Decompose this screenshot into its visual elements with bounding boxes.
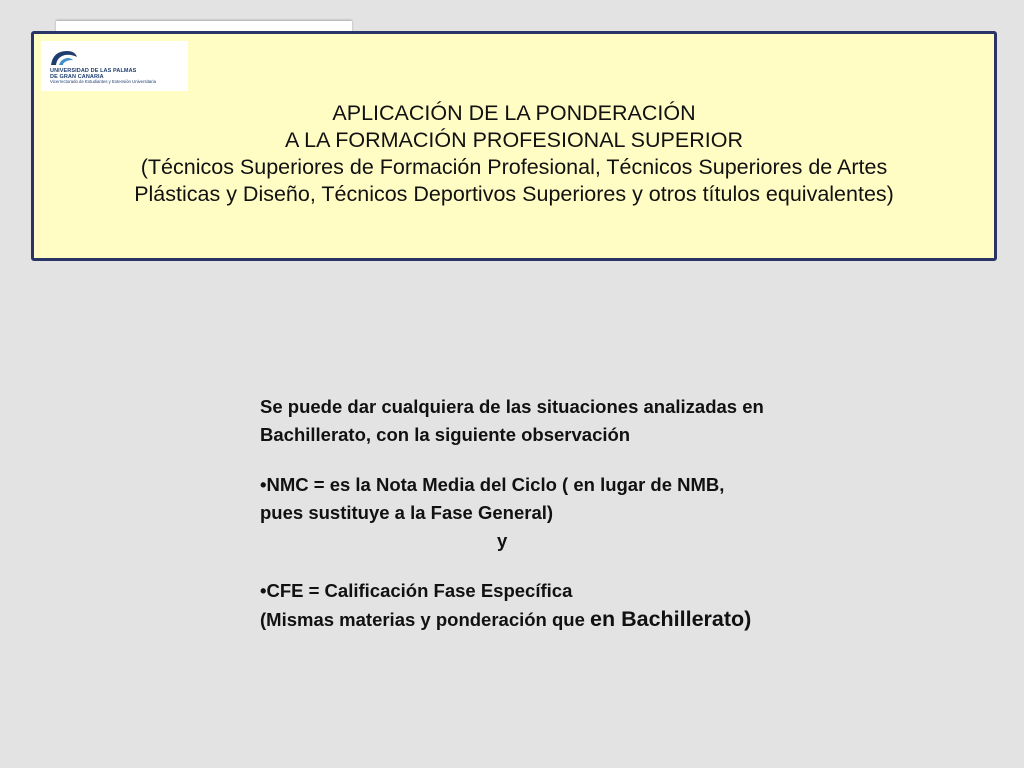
cfe-line-2-emphasis: en Bachillerato) [590,607,752,631]
title-line-3: (Técnicos Superiores de Formación Profesional, Técnicos Superiores de Artes [140,155,888,179]
ulpgc-emblem-icon [49,49,79,67]
intro-line-1: Se puede dar cualquiera de las situaciones analizadas en [260,396,764,417]
title-line-2: A LA FORMACIÓN PROFESIONAL SUPERIOR [285,128,743,152]
cfe-line-2-prefix: (Mismas materias y ponderación que [260,609,591,630]
university-logo [41,41,188,91]
title-line-4: Plásticas y Diseño, Técnicos Deportivos Superiores y otros títulos equivalentes) [134,182,894,206]
slide-title [34,100,994,208]
nmc-line-2: pues sustituye a la Fase General) [260,502,554,523]
nmc-line-1: •NMC = es la Nota Media del Ciclo ( en lugar de NMB, [260,474,725,495]
title-box [31,31,997,261]
slide-body [260,393,900,634]
intro-line-2: Bachillerato, con la siguiente observación [260,424,631,445]
title-line-1: APLICACIÓN DE LA PONDERACIÓN [332,101,696,125]
connector-word: y [497,530,508,551]
logo-line-1: UNIVERSIDAD DE LAS PALMAS [50,68,137,74]
cfe-line-1: •CFE = Calificación Fase Específica [260,580,573,601]
logo-line-3: Vicerrectorado de Estudiantes y Extensión Universitaria [50,79,156,85]
logo-line-2: DE GRAN CANARIA [50,74,104,81]
cfe-line-2 [260,605,900,634]
